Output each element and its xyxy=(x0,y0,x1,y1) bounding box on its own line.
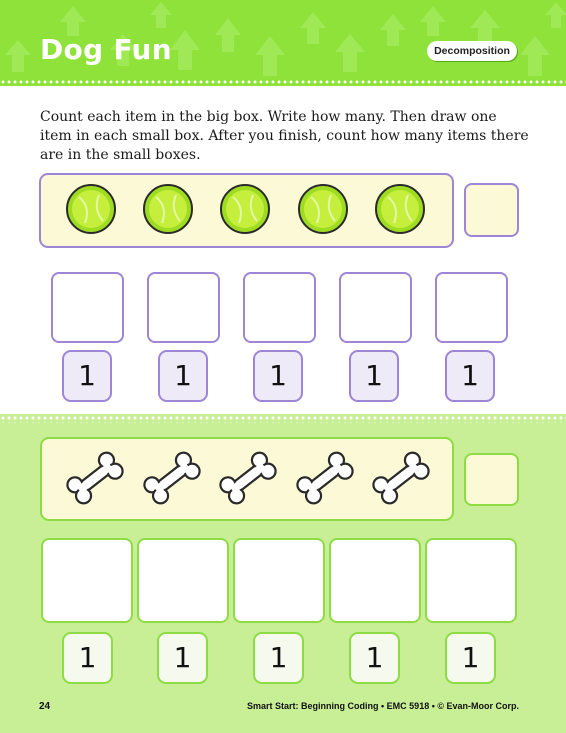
number-label: 1 xyxy=(157,632,208,684)
tennis-ball-icon xyxy=(219,183,271,235)
number-label: 1 xyxy=(158,350,208,402)
draw-box[interactable] xyxy=(339,272,412,343)
draw-box[interactable] xyxy=(435,272,508,343)
count-answer-box[interactable] xyxy=(464,183,519,237)
instructions-text: Count each item in the big box. Write how many. Then draw one item in each small box. After you finish, count how many items there are in the small boxes. xyxy=(40,109,529,163)
footer-credit: Smart Start: Beginning Coding • EMC 5918 • © Evan-Moor Corp. xyxy=(247,701,519,711)
draw-box[interactable] xyxy=(425,538,517,623)
tennis-ball-icon xyxy=(142,183,194,235)
dog-bone-icon xyxy=(216,448,280,508)
tennis-ball-icon xyxy=(65,183,117,235)
page-title: Dog Fun xyxy=(40,33,172,66)
number-label: 1 xyxy=(62,350,112,402)
number-label: 1 xyxy=(349,632,400,684)
dog-bone-icon xyxy=(63,448,127,508)
number-label: 1 xyxy=(62,632,113,684)
number-label: 1 xyxy=(349,350,399,402)
tennis-ball-icon xyxy=(297,183,349,235)
count-answer-box[interactable] xyxy=(464,453,519,506)
draw-box[interactable] xyxy=(41,538,133,623)
number-label: 1 xyxy=(253,350,303,402)
draw-box[interactable] xyxy=(137,538,229,623)
draw-box[interactable] xyxy=(51,272,124,343)
draw-box[interactable] xyxy=(147,272,220,343)
number-label: 1 xyxy=(445,632,496,684)
dotted-border-decoration xyxy=(0,78,566,86)
dog-bone-icon xyxy=(369,448,433,508)
dog-bone-icon xyxy=(140,448,204,508)
topic-badge: Decomposition xyxy=(427,41,517,61)
draw-box[interactable] xyxy=(329,538,421,623)
dotted-divider-decoration xyxy=(0,414,566,423)
page-number: 24 xyxy=(39,701,51,712)
dog-bone-icon xyxy=(293,448,357,508)
number-label: 1 xyxy=(445,350,495,402)
draw-box[interactable] xyxy=(233,538,325,623)
number-label: 1 xyxy=(253,632,304,684)
tennis-ball-icon xyxy=(374,183,426,235)
draw-box[interactable] xyxy=(243,272,316,343)
